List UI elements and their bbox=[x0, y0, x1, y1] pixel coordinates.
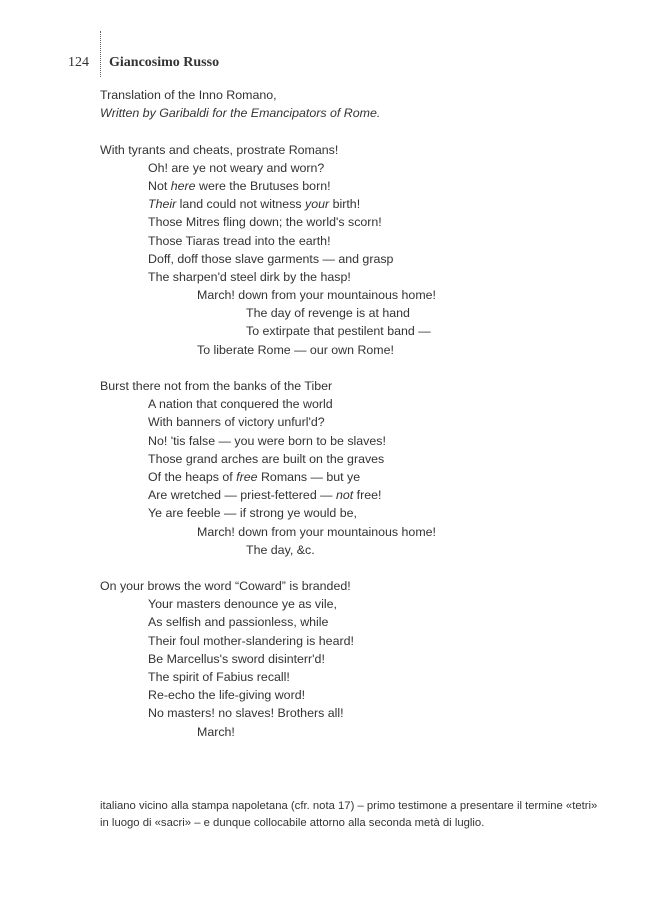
poem-line: The sharpen'd steel dirk by the hasp! bbox=[148, 269, 351, 284]
footnote-line: italiano vicino alla stampa napoletana (cfr. nota 17) – primo testimone a presentare il termine «tetri» bbox=[100, 800, 598, 812]
poem-line: A nation that conquered the world bbox=[148, 397, 333, 412]
poem-line: Re-echo the life-giving word! bbox=[148, 688, 306, 703]
poem-line: The day of revenge is at hand bbox=[246, 306, 410, 321]
poem-line: Doff, doff those slave garments — and grasp bbox=[148, 251, 394, 266]
stanza-gap bbox=[100, 122, 436, 140]
poem-line: On your brows the word “Coward” is branded! bbox=[100, 579, 351, 594]
footnote-line: in luogo di «sacri» – e dunque collocabile attorno alla seconda metà di luglio. bbox=[100, 817, 485, 829]
poem-subtitle: Written by Garibaldi for the Emancipators of Rome. bbox=[100, 106, 381, 121]
stanza-gap bbox=[100, 559, 436, 577]
poem-line: As selfish and passionless, while bbox=[148, 615, 329, 630]
poem-body bbox=[100, 86, 436, 741]
poem-line: Those Mitres fling down; the world's scorn! bbox=[148, 215, 382, 230]
poem-line: The spirit of Fabius recall! bbox=[148, 670, 290, 684]
poem-line: March! down from your mountainous home! bbox=[197, 288, 436, 303]
poem-line: Burst there not from the banks of the Tiber bbox=[100, 379, 333, 393]
poem-line: Their foul mother-slandering is heard! bbox=[148, 633, 354, 648]
poem-line: With tyrants and cheats, prostrate Romans! bbox=[100, 142, 339, 157]
header-separator bbox=[100, 31, 101, 77]
poem-line: No! 'tis false — you were born to be slaves! bbox=[148, 433, 386, 448]
poem-line: Of the heaps of free Romans — but ye bbox=[148, 469, 361, 484]
poem-line: To liberate Rome — our own Rome! bbox=[197, 342, 394, 357]
poem-title: Translation of the Inno Romano, bbox=[100, 88, 277, 102]
poem-line: March! down from your mountainous home! bbox=[197, 524, 436, 539]
poem-line: March! bbox=[197, 724, 235, 739]
poem-line: Those grand arches are built on the graves bbox=[148, 451, 385, 466]
stanza-gap bbox=[100, 359, 436, 377]
poem-line: Your masters denounce ye as vile, bbox=[148, 597, 337, 612]
page-number: 124 bbox=[68, 55, 89, 70]
poem-line: The day, &c. bbox=[246, 542, 315, 557]
poem-line: With banners of victory unfurl'd? bbox=[148, 415, 325, 430]
poem-line: To extirpate that pestilent band — bbox=[246, 324, 431, 339]
footnote bbox=[100, 798, 597, 832]
poem-line: Oh! are ye not weary and worn? bbox=[148, 160, 325, 175]
poem-line: No masters! no slaves! Brothers all! bbox=[148, 706, 344, 721]
poem-line: Those Tiaras tread into the earth! bbox=[148, 233, 331, 248]
poem-line: Their land could not witness your birth! bbox=[148, 197, 361, 212]
poem-line: Not here were the Brutuses born! bbox=[148, 178, 331, 193]
poem-line: Be Marcellus's sword disinterr'd! bbox=[148, 651, 325, 666]
running-head-author: Giancosimo Russo bbox=[109, 55, 220, 70]
poem-line: Are wretched — priest-fettered — not free! bbox=[148, 488, 382, 503]
poem-line: Ye are feeble — if strong ye would be, bbox=[148, 506, 357, 521]
